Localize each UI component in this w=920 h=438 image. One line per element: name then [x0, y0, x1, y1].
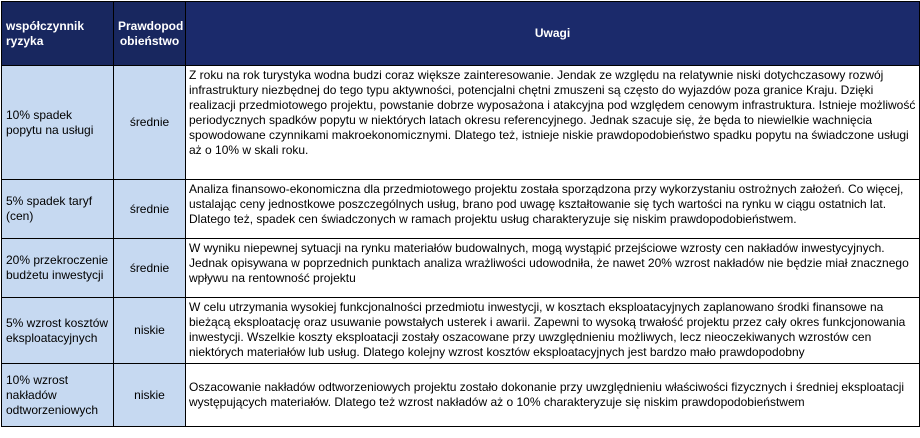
table-row [2, 180, 920, 239]
notes-cell: W wyniku niepewnej sytuacji na rynku materiałów budowalnych, mogą wystąpić przejściowe wzrosty cen nakładów inwestycyjnych. Jednak opisywana w poprzednich punktach analiza wrażliwości udowodniła, że nawet 20% wzrost nakładów nie będzie miał znacznego wpływu na rentowność projektu [186, 239, 920, 298]
notes-cell: W celu utrzymania wysokiej funkcjonalności przedmiotu inwestycji, w kosztach eksploatacyjnych zaplanowano środki finansowe na bieżącą eksploatację oraz usuwanie powstałych usterek i awarii. Zapewni to wysoką trwałość projektu przez cały okres funkcjonowania inwestycji. Wszelkie koszty eksploatacji zostały oszacowane przy uwzględnieniu możliwych, lecz nieoczekiwanych wzrostów cen niektórych materiałów lub usług. Dlatego kolejny wzrost kosztów eksploatacyjnych jest bardzo mało prawdopodobny [186, 298, 920, 364]
probability-cell: średnie [114, 239, 186, 298]
probability-cell: średnie [114, 66, 186, 180]
probability-cell: średnie [114, 180, 186, 239]
risk-factor-cell: 5% wzrost kosztów eksploatacyjnych [2, 298, 114, 364]
risk-analysis-table [1, 1, 920, 427]
risk-factor-cell: 20% przekroczenie budżetu inwestycji [2, 239, 114, 298]
probability-cell: niskie [114, 298, 186, 364]
risk-factor-cell: 5% spadek taryf (cen) [2, 180, 114, 239]
probability-cell: niskie [114, 364, 186, 427]
table-row [2, 298, 920, 364]
notes-cell: Z roku na rok turystyka wodna budzi coraz większe zainteresowanie. Jendak ze względu na relatywnie niski dotychczasowy rozwój infrastruktury niezbędnej do tego typu aktywności, potencjalni chętni zmuszeni są często do wyjazdów poza granice Kraju. Dzięki realizacji przedmiotowego projektu, powstanie dobrze wyposażona i atakcyjna pod względem cenowym infrastruktura. Istnieje możliwość periodycznych spadków popytu w niektórych latach okresu referencyjnego. Jednak szacuje się, że będa to niewielkie wachnięcia spowodowane czynnikami makroekonomicznymi. Dlatego też, istnieje niskie prawdopodobieństwo spadku popytu na świadczone usługi aż o 10% w skali roku. [186, 66, 920, 180]
notes-cell: Analiza finansowo-ekonomiczna dla przedmiotowego projektu została sporządzona przy wykorzystaniu ostrożnych założeń. Co więcej, ustalając ceny jednostkowe poszczególnych usług, brano pod uwagę kształtowanie się tych wartości na rynku w ciągu ostatnich lat. Dlatego też, spadek cen świadczonych w ramach projektu usług charakteryzuje się niskim prawdopodobieństwem. [186, 180, 920, 239]
header-risk-factor: współczynnik ryzyka [2, 2, 114, 66]
notes-cell: Oszacowanie nakładów odtworzeniowych projektu zostało dokonanie przy uwzględnieniu właściwości fizycznych i średniej eksploatacji występujących materiałów. Dlatego też wzrost nakładów aż o 10% charakteryzuje się niskim prawdopodobieństwem [186, 364, 920, 427]
risk-factor-cell: 10% wzrost nakładów odtworzeniowych [2, 364, 114, 427]
table-row [2, 239, 920, 298]
risk-factor-cell: 10% spadek popytu na usługi [2, 66, 114, 180]
header-notes: Uwagi [186, 2, 920, 66]
table-row [2, 364, 920, 427]
table-header-row [2, 2, 920, 66]
header-probability: Prawdopod obieństwo [114, 2, 186, 66]
table-row [2, 66, 920, 180]
